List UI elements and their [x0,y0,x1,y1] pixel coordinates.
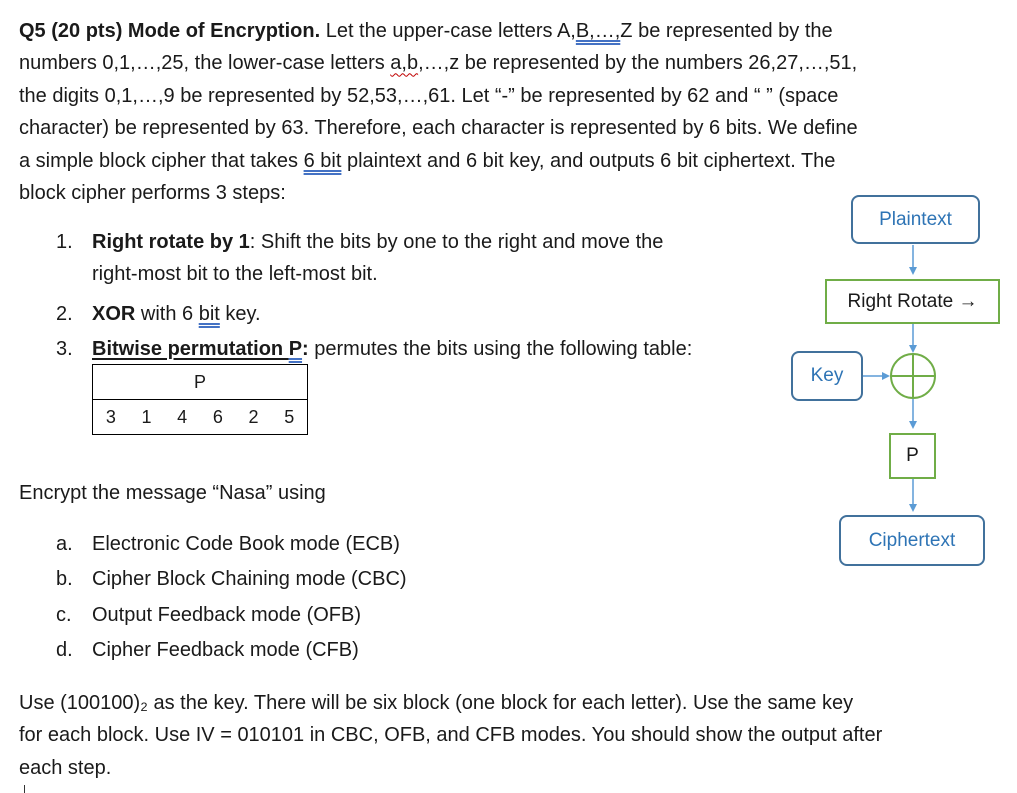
ptable-cell: 6 [212,406,223,427]
mode-label: Cipher Feedback mode (CFB) [92,638,359,661]
step-text: permutes the bits using the following table: [308,338,693,360]
intro-text-6bit: 6 bit [303,149,342,172]
step-title-colon: : [302,338,309,360]
encrypt-instruction: Encrypt the message “Nasa” using [19,482,326,504]
ptable-header: P [93,365,308,400]
ptable-cell: 1 [141,406,152,427]
mode-label: Cipher Block Chaining mode (CBC) [92,568,407,591]
plaintext-box: Plaintext [851,195,980,244]
intro-text-ab: a,b [390,52,419,75]
mode-letter: d. [56,638,73,661]
intro-text: block cipher performs 3 steps: [19,182,286,205]
intro-text: a simple block cipher that takes [19,149,304,172]
mode-label: Electronic Code Book mode (ECB) [92,533,400,555]
ptable-cell: 5 [284,406,295,427]
intro-text: numbers 0,1,…,25, the lower-case letters [19,52,391,75]
mode-letter: a. [56,533,73,555]
footer-text: each step. [19,756,112,779]
question-label: Q5 (20 pts) Mode of Encryption. [19,20,321,42]
mode-letter: b. [56,568,73,591]
footer-text: for each block. Use IV = 010101 in CBC, OFB, and CFB modes. You should show the output after [19,724,883,747]
intro-text: the digits 0,1,…,9 be represented by 52,53,…,61. Let “-” be represented by 62 and “ ” (space [19,84,839,107]
step-title: Right rotate by 1 [92,231,250,253]
mode-letter: c. [56,603,72,626]
intro-text: Let the upper-case letters A, [320,20,576,42]
step-number: 3. [56,338,73,360]
step-text: key. [219,303,261,325]
step-title-p: P [288,338,303,360]
ptable-cell: 3 [105,406,116,427]
step-text-bit: bit [198,303,220,325]
step-text: right-most bit to the left-most bit. [92,263,378,285]
intro-text: Z be represented by the [620,20,833,42]
intro-text: ,…,z be represented by the numbers 26,27,…,51, [418,52,858,75]
permutation-box: P [889,433,936,479]
intro-text-b: B,…, [575,20,621,42]
intro-text: plaintext and 6 bit key, and outputs 6 bit ciphertext. The [341,149,836,172]
step-title: XOR [92,303,136,325]
footer-text: Use (100100)₂ as the key. There will be six block (one block for each letter). Use the same key [19,692,854,714]
xor-icon [891,354,935,398]
intro-text: character) be represented by 63. Therefore, each character is represented by 6 bits. We define [19,117,858,140]
step-number: 2. [56,303,73,325]
ciphertext-box: Ciphertext [839,515,985,566]
ptable-cell: 4 [177,406,188,427]
step-text: : Shift the bits by one to the right and move the [249,231,664,253]
ptable-cell: 2 [248,406,259,427]
step-text: with 6 [135,303,199,325]
key-box: Key [791,351,863,401]
right-rotate-box: Right Rotate → [825,279,1000,324]
step-number: 1. [56,231,73,253]
step-title: Bitwise permutation [92,338,289,360]
mode-label: Output Feedback mode (OFB) [92,603,362,626]
